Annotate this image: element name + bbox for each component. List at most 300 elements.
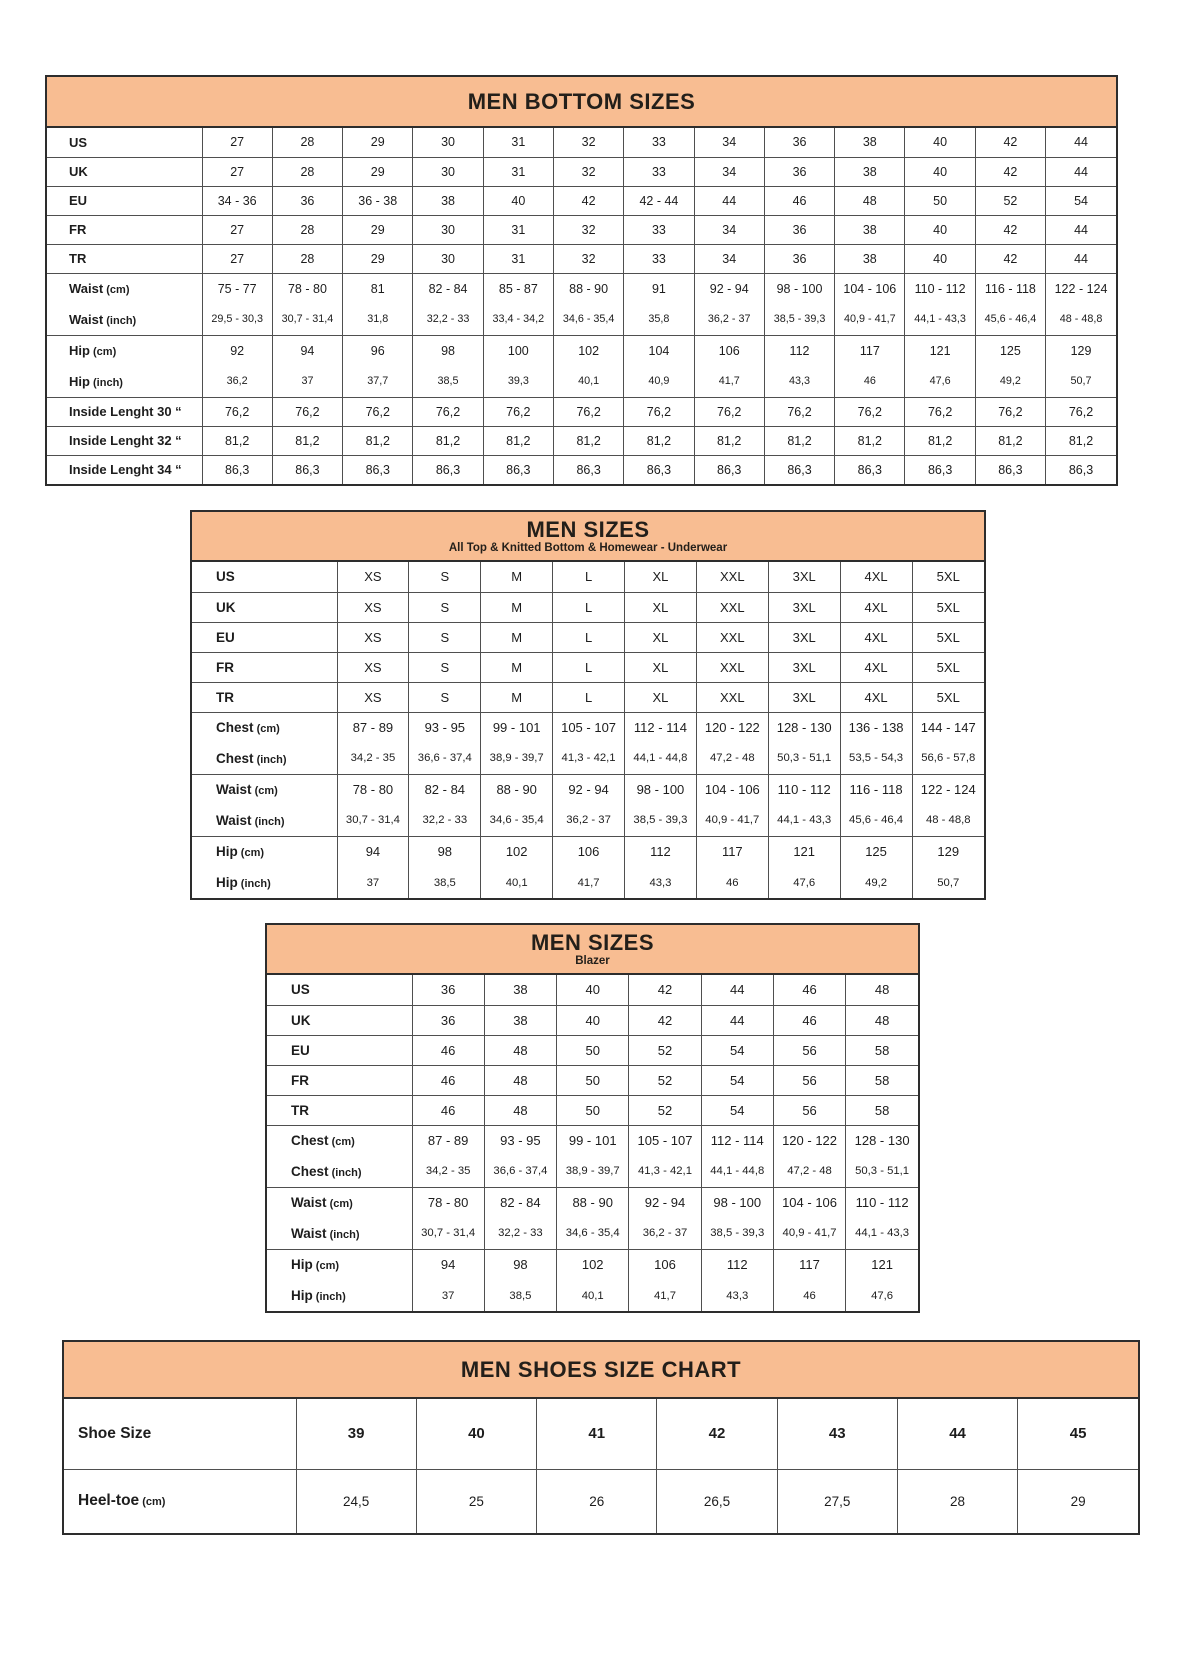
table-cell: 40,1: [557, 1280, 629, 1311]
table-cell: 41,7: [694, 366, 764, 397]
table-row: [192, 836, 984, 867]
men-sizes-top-grid: [192, 562, 984, 898]
table-cell: 81,2: [413, 426, 483, 455]
table-cell: 76,2: [905, 397, 975, 426]
table-cell: 45,6 - 46,4: [840, 805, 912, 836]
row-label: Chest (inch): [216, 750, 287, 766]
table-row: [267, 1280, 918, 1311]
table-row: [47, 455, 1116, 484]
table-cell: 29: [343, 244, 413, 273]
table-cell: 34: [694, 128, 764, 157]
table-cell: 81,2: [483, 426, 553, 455]
table-cell: 40: [416, 1399, 536, 1469]
table-cell: 121: [846, 1249, 918, 1280]
table-cell: 40,9 - 41,7: [773, 1218, 845, 1249]
row-label: TR: [267, 1095, 412, 1125]
table-cell: M: [481, 622, 553, 652]
table-cell: 50: [557, 1095, 629, 1125]
men-shoes-size-chart-data: [64, 1399, 1138, 1533]
table-cell: 36,6 - 37,4: [409, 743, 481, 774]
table-cell: L: [553, 652, 625, 682]
table-row: [267, 1249, 918, 1280]
table-cell: 93 - 95: [409, 712, 481, 743]
table-cell: 38: [484, 975, 556, 1005]
table-row: [267, 1035, 918, 1065]
table-cell: 82 - 84: [484, 1187, 556, 1218]
table-cell: 129: [912, 836, 984, 867]
table-cell: XXL: [696, 682, 768, 712]
table-cell: M: [481, 592, 553, 622]
table-cell: 81,2: [764, 426, 834, 455]
table-cell: 32: [553, 157, 623, 186]
row-label: Shoe Size: [78, 1424, 152, 1442]
table-cell: 98: [484, 1249, 556, 1280]
row-label: FR: [47, 215, 202, 244]
table-cell: 42: [657, 1399, 777, 1469]
table-cell: L: [553, 622, 625, 652]
table-cell: 136 - 138: [840, 712, 912, 743]
table-row: [192, 712, 984, 743]
men-bottom-sizes-data: [47, 128, 1116, 484]
table-cell: 33,4 - 34,2: [483, 304, 553, 335]
table-cell: 46: [773, 1280, 845, 1311]
table-cell: 121: [768, 836, 840, 867]
table-cell: 27: [202, 215, 272, 244]
table-cell: 40: [905, 157, 975, 186]
table-cell: 36,2 - 37: [629, 1218, 701, 1249]
table-cell: 54: [701, 1065, 773, 1095]
size-guide-page: [0, 75, 1200, 1535]
row-label: Chest (cm): [192, 712, 337, 743]
table-cell: 30: [413, 157, 483, 186]
table-cell: 36: [764, 128, 834, 157]
table-cell: 86,3: [553, 455, 623, 484]
table-cell: 98 - 100: [701, 1187, 773, 1218]
men-bottom-sizes-table: [45, 75, 1118, 486]
table-cell: 37,7: [343, 366, 413, 397]
table-cell: 41: [537, 1399, 657, 1469]
table-cell: 44: [1046, 215, 1116, 244]
table-cell: 92: [202, 335, 272, 366]
table-cell: S: [409, 682, 481, 712]
table-row: [192, 867, 984, 898]
table-cell: 40: [557, 975, 629, 1005]
table-cell: 31: [483, 244, 553, 273]
table-cell: 38: [835, 128, 905, 157]
table-cell: 46: [412, 1065, 484, 1095]
table-cell: 42: [629, 975, 701, 1005]
table-cell: 42: [975, 157, 1045, 186]
row-label: Hip (inch): [291, 1288, 346, 1303]
table-cell: 28: [272, 128, 342, 157]
table-cell: 50,3 - 51,1: [846, 1156, 918, 1187]
table-cell: 86,3: [1046, 455, 1116, 484]
table-cell: 46: [835, 366, 905, 397]
table-cell: 129: [1046, 335, 1116, 366]
table-cell: 116 - 118: [975, 273, 1045, 304]
table-cell: 38: [484, 1005, 556, 1035]
table-cell: 104 - 106: [696, 774, 768, 805]
table-cell: 76,2: [343, 397, 413, 426]
table-cell: 93 - 95: [484, 1125, 556, 1156]
table-cell: XL: [625, 652, 697, 682]
table-row: [47, 366, 1116, 397]
table-cell: 104 - 106: [835, 273, 905, 304]
table-cell: 30: [413, 215, 483, 244]
row-label: Waist (inch): [69, 311, 137, 327]
table-cell: 50: [905, 186, 975, 215]
table-subtitle: All Top & Knitted Bottom & Homewear - Underwear: [448, 541, 728, 554]
table-cell: 30,7 - 31,4: [412, 1218, 484, 1249]
table-cell: 94: [412, 1249, 484, 1280]
table-cell: 122 - 124: [1046, 273, 1116, 304]
table-cell: 40,9: [624, 366, 694, 397]
table-row: [47, 397, 1116, 426]
table-row: [192, 774, 984, 805]
row-label: UK: [267, 1005, 412, 1035]
table-cell: 43: [777, 1399, 897, 1469]
table-cell: XS: [337, 562, 409, 592]
table-cell: 31: [483, 128, 553, 157]
table-cell: 47,6: [846, 1280, 918, 1311]
table-cell: 47,2 - 48: [696, 743, 768, 774]
table-cell: 98 - 100: [625, 774, 697, 805]
table-cell: 112 - 114: [701, 1125, 773, 1156]
table-cell: 45: [1018, 1399, 1138, 1469]
table-cell: XL: [625, 562, 697, 592]
table-cell: 4XL: [840, 562, 912, 592]
table-cell: 88 - 90: [481, 774, 553, 805]
table-cell: 31: [483, 215, 553, 244]
men-sizes-top-table: [190, 510, 986, 900]
men-sizes-blazer-grid: [267, 975, 918, 1311]
table-cell: 82 - 84: [413, 273, 483, 304]
table-cell: 104 - 106: [773, 1187, 845, 1218]
row-label: Hip (cm): [267, 1249, 412, 1280]
table-cell: S: [409, 652, 481, 682]
table-cell: 78 - 80: [412, 1187, 484, 1218]
table-cell: 46: [773, 1005, 845, 1035]
table-cell: 36: [764, 157, 834, 186]
table-row: [64, 1399, 1138, 1469]
table-cell: 52: [629, 1035, 701, 1065]
table-cell: 32: [553, 215, 623, 244]
table-cell: 33: [624, 244, 694, 273]
table-cell: 43,3: [701, 1280, 773, 1311]
table-cell: 76,2: [413, 397, 483, 426]
table-cell: 5XL: [912, 622, 984, 652]
table-cell: 106: [694, 335, 764, 366]
table-cell: 86,3: [905, 455, 975, 484]
table-cell: 86,3: [764, 455, 834, 484]
table-cell: 38: [835, 157, 905, 186]
table-cell: 38,5 - 39,3: [625, 805, 697, 836]
table-cell: 4XL: [840, 682, 912, 712]
table-cell: 144 - 147: [912, 712, 984, 743]
table-cell: 41,7: [629, 1280, 701, 1311]
table-cell: 82 - 84: [409, 774, 481, 805]
table-cell: 122 - 124: [912, 774, 984, 805]
table-cell: 46: [412, 1095, 484, 1125]
table-cell: 38,9 - 39,7: [557, 1156, 629, 1187]
table-cell: 27: [202, 128, 272, 157]
table-row: [267, 1005, 918, 1035]
table-cell: 40: [557, 1005, 629, 1035]
table-cell: 26: [537, 1469, 657, 1533]
table-cell: S: [409, 622, 481, 652]
table-cell: 50,3 - 51,1: [768, 743, 840, 774]
table-cell: 34: [694, 157, 764, 186]
table-cell: 3XL: [768, 562, 840, 592]
men-shoes-size-chart-title-bar: [64, 1342, 1138, 1399]
table-row: [192, 562, 984, 592]
table-cell: 76,2: [553, 397, 623, 426]
table-cell: 43,3: [764, 366, 834, 397]
table-cell: 44,1 - 43,3: [905, 304, 975, 335]
table-cell: XXL: [696, 652, 768, 682]
table-cell: 54: [701, 1035, 773, 1065]
men-sizes-top-title-bar: [192, 512, 984, 562]
table-cell: 34 - 36: [202, 186, 272, 215]
row-label: EU: [47, 186, 202, 215]
table-row: [267, 1095, 918, 1125]
table-cell: 31,8: [343, 304, 413, 335]
table-cell: L: [553, 682, 625, 712]
row-label: US: [291, 982, 310, 998]
table-cell: 105 - 107: [553, 712, 625, 743]
table-cell: M: [481, 562, 553, 592]
table-cell: 128 - 130: [768, 712, 840, 743]
table-cell: 86,3: [694, 455, 764, 484]
table-cell: 92 - 94: [553, 774, 625, 805]
table-cell: 5XL: [912, 592, 984, 622]
table-cell: 36,6 - 37,4: [484, 1156, 556, 1187]
table-cell: 76,2: [202, 397, 272, 426]
table-cell: 76,2: [975, 397, 1045, 426]
row-label: Heel-toe (cm): [64, 1469, 296, 1533]
table-cell: 92 - 94: [694, 273, 764, 304]
table-cell: 36 - 38: [343, 186, 413, 215]
table-cell: 30: [413, 128, 483, 157]
table-cell: 35,8: [624, 304, 694, 335]
table-cell: 96: [343, 335, 413, 366]
table-title: MEN SHOES SIZE CHART: [460, 1356, 742, 1382]
table-cell: 110 - 112: [905, 273, 975, 304]
table-cell: 38: [835, 244, 905, 273]
table-cell: 47,2 - 48: [773, 1156, 845, 1187]
row-label: US: [69, 134, 88, 150]
table-cell: 99 - 101: [481, 712, 553, 743]
table-cell: 30,7 - 31,4: [272, 304, 342, 335]
table-cell: 29: [1018, 1469, 1138, 1533]
row-label: US: [216, 569, 235, 585]
table-cell: 28: [272, 157, 342, 186]
table-cell: 42: [975, 244, 1045, 273]
table-cell: 24,5: [296, 1469, 416, 1533]
table-cell: 81,2: [975, 426, 1045, 455]
table-cell: XXL: [696, 562, 768, 592]
table-cell: 98 - 100: [764, 273, 834, 304]
table-cell: 36: [764, 244, 834, 273]
table-cell: 36: [412, 975, 484, 1005]
row-label: Waist (inch): [291, 1225, 360, 1241]
table-cell: 76,2: [272, 397, 342, 426]
table-cell: 42: [975, 128, 1045, 157]
table-cell: 38,9 - 39,7: [481, 743, 553, 774]
table-cell: 81,2: [905, 426, 975, 455]
table-cell: 54: [701, 1095, 773, 1125]
table-cell: 36: [412, 1005, 484, 1035]
table-cell: 30,7 - 31,4: [337, 805, 409, 836]
table-cell: 76,2: [1046, 397, 1116, 426]
table-cell: 44: [701, 1005, 773, 1035]
table-cell: 117: [835, 335, 905, 366]
table-cell: 76,2: [624, 397, 694, 426]
table-cell: 34,2 - 35: [337, 743, 409, 774]
row-label: TR: [192, 682, 337, 712]
table-cell: 34,6 - 35,4: [481, 805, 553, 836]
table-cell: 25: [416, 1469, 536, 1533]
table-cell: 36: [764, 215, 834, 244]
table-cell: 100: [483, 335, 553, 366]
table-cell: 36,2: [202, 366, 272, 397]
men-sizes-blazer-data: [267, 975, 918, 1311]
table-cell: 81,2: [553, 426, 623, 455]
table-cell: 40,1: [553, 366, 623, 397]
table-cell: 87 - 89: [412, 1125, 484, 1156]
table-cell: 44,1 - 44,8: [625, 743, 697, 774]
table-cell: 38: [413, 186, 483, 215]
table-cell: 76,2: [483, 397, 553, 426]
men-shoes-size-chart-table: [62, 1340, 1140, 1535]
table-cell: 42: [553, 186, 623, 215]
table-cell: 34,6 - 35,4: [553, 304, 623, 335]
table-cell: 39: [296, 1399, 416, 1469]
row-label: Waist (cm): [47, 273, 202, 304]
table-cell: XXL: [696, 592, 768, 622]
table-cell: 44: [701, 975, 773, 1005]
table-row: [267, 1156, 918, 1187]
table-cell: 106: [553, 836, 625, 867]
table-cell: 32: [553, 128, 623, 157]
table-cell: 44,1 - 43,3: [768, 805, 840, 836]
table-cell: 102: [481, 836, 553, 867]
table-cell: 98: [413, 335, 483, 366]
table-cell: 86,3: [624, 455, 694, 484]
table-cell: L: [553, 592, 625, 622]
men-sizes-blazer-title-bar: [267, 925, 918, 975]
table-cell: 86,3: [975, 455, 1045, 484]
table-cell: 4XL: [840, 652, 912, 682]
table-cell: 125: [975, 335, 1045, 366]
table-cell: 30: [413, 244, 483, 273]
row-label: UK: [47, 157, 202, 186]
table-cell: 44: [897, 1399, 1017, 1469]
table-cell: 39,3: [483, 366, 553, 397]
table-cell: 34: [694, 215, 764, 244]
table-row: [267, 1218, 918, 1249]
table-cell: 120 - 122: [696, 712, 768, 743]
table-row: [47, 244, 1116, 273]
table-cell: 52: [975, 186, 1045, 215]
table-cell: 29: [343, 157, 413, 186]
table-cell: 86,3: [272, 455, 342, 484]
table-cell: 86,3: [343, 455, 413, 484]
table-cell: 44,1 - 43,3: [846, 1218, 918, 1249]
table-cell: 50: [557, 1035, 629, 1065]
table-cell: 56: [773, 1095, 845, 1125]
table-cell: 4XL: [840, 592, 912, 622]
table-cell: 34,6 - 35,4: [557, 1218, 629, 1249]
table-cell: 26,5: [657, 1469, 777, 1533]
table-cell: 48: [835, 186, 905, 215]
table-cell: 78 - 80: [337, 774, 409, 805]
table-cell: 106: [629, 1249, 701, 1280]
table-cell: M: [481, 682, 553, 712]
table-cell: 33: [624, 128, 694, 157]
table-cell: 120 - 122: [773, 1125, 845, 1156]
table-cell: 50: [557, 1065, 629, 1095]
table-cell: 117: [696, 836, 768, 867]
table-cell: 40,1: [481, 867, 553, 898]
table-cell: 3XL: [768, 652, 840, 682]
table-title: MEN SIZES: [530, 929, 655, 955]
table-cell: 81,2: [835, 426, 905, 455]
table-cell: 46: [773, 975, 845, 1005]
table-cell: 38,5: [409, 867, 481, 898]
table-cell: 102: [557, 1249, 629, 1280]
table-title: MEN SIZES: [526, 516, 650, 542]
table-row: [192, 805, 984, 836]
row-label: EU: [267, 1035, 412, 1065]
men-bottom-sizes-title-bar: [47, 77, 1116, 128]
table-cell: 94: [337, 836, 409, 867]
table-cell: 27,5: [777, 1469, 897, 1533]
table-cell: 87 - 89: [337, 712, 409, 743]
table-cell: 128 - 130: [846, 1125, 918, 1156]
men-bottom-sizes-grid: [47, 128, 1116, 484]
table-cell: 40,9 - 41,7: [835, 304, 905, 335]
table-cell: 94: [272, 335, 342, 366]
table-cell: 86,3: [413, 455, 483, 484]
table-row: [64, 1469, 1138, 1533]
table-cell: 45,6 - 46,4: [975, 304, 1045, 335]
table-cell: 3XL: [768, 592, 840, 622]
row-label: Hip (inch): [69, 373, 123, 389]
table-cell: 5XL: [912, 652, 984, 682]
row-label: FR: [192, 652, 337, 682]
table-cell: 41,7: [553, 867, 625, 898]
table-cell: 48: [484, 1065, 556, 1095]
row-label: Hip (cm): [192, 836, 337, 867]
table-cell: 42: [975, 215, 1045, 244]
table-cell: 50,7: [1046, 366, 1116, 397]
table-cell: 110 - 112: [846, 1187, 918, 1218]
table-cell: 88 - 90: [553, 273, 623, 304]
table-cell: 32,2 - 33: [409, 805, 481, 836]
table-cell: S: [409, 562, 481, 592]
row-label: EU: [192, 622, 337, 652]
table-cell: 32: [553, 244, 623, 273]
table-cell: 99 - 101: [557, 1125, 629, 1156]
table-cell: 46: [412, 1035, 484, 1065]
row-label: Chest (inch): [291, 1163, 362, 1179]
table-cell: 4XL: [840, 622, 912, 652]
row-label: Waist (inch): [216, 812, 285, 828]
table-cell: S: [409, 592, 481, 622]
table-cell: 58: [846, 1095, 918, 1125]
table-cell: 28: [272, 215, 342, 244]
